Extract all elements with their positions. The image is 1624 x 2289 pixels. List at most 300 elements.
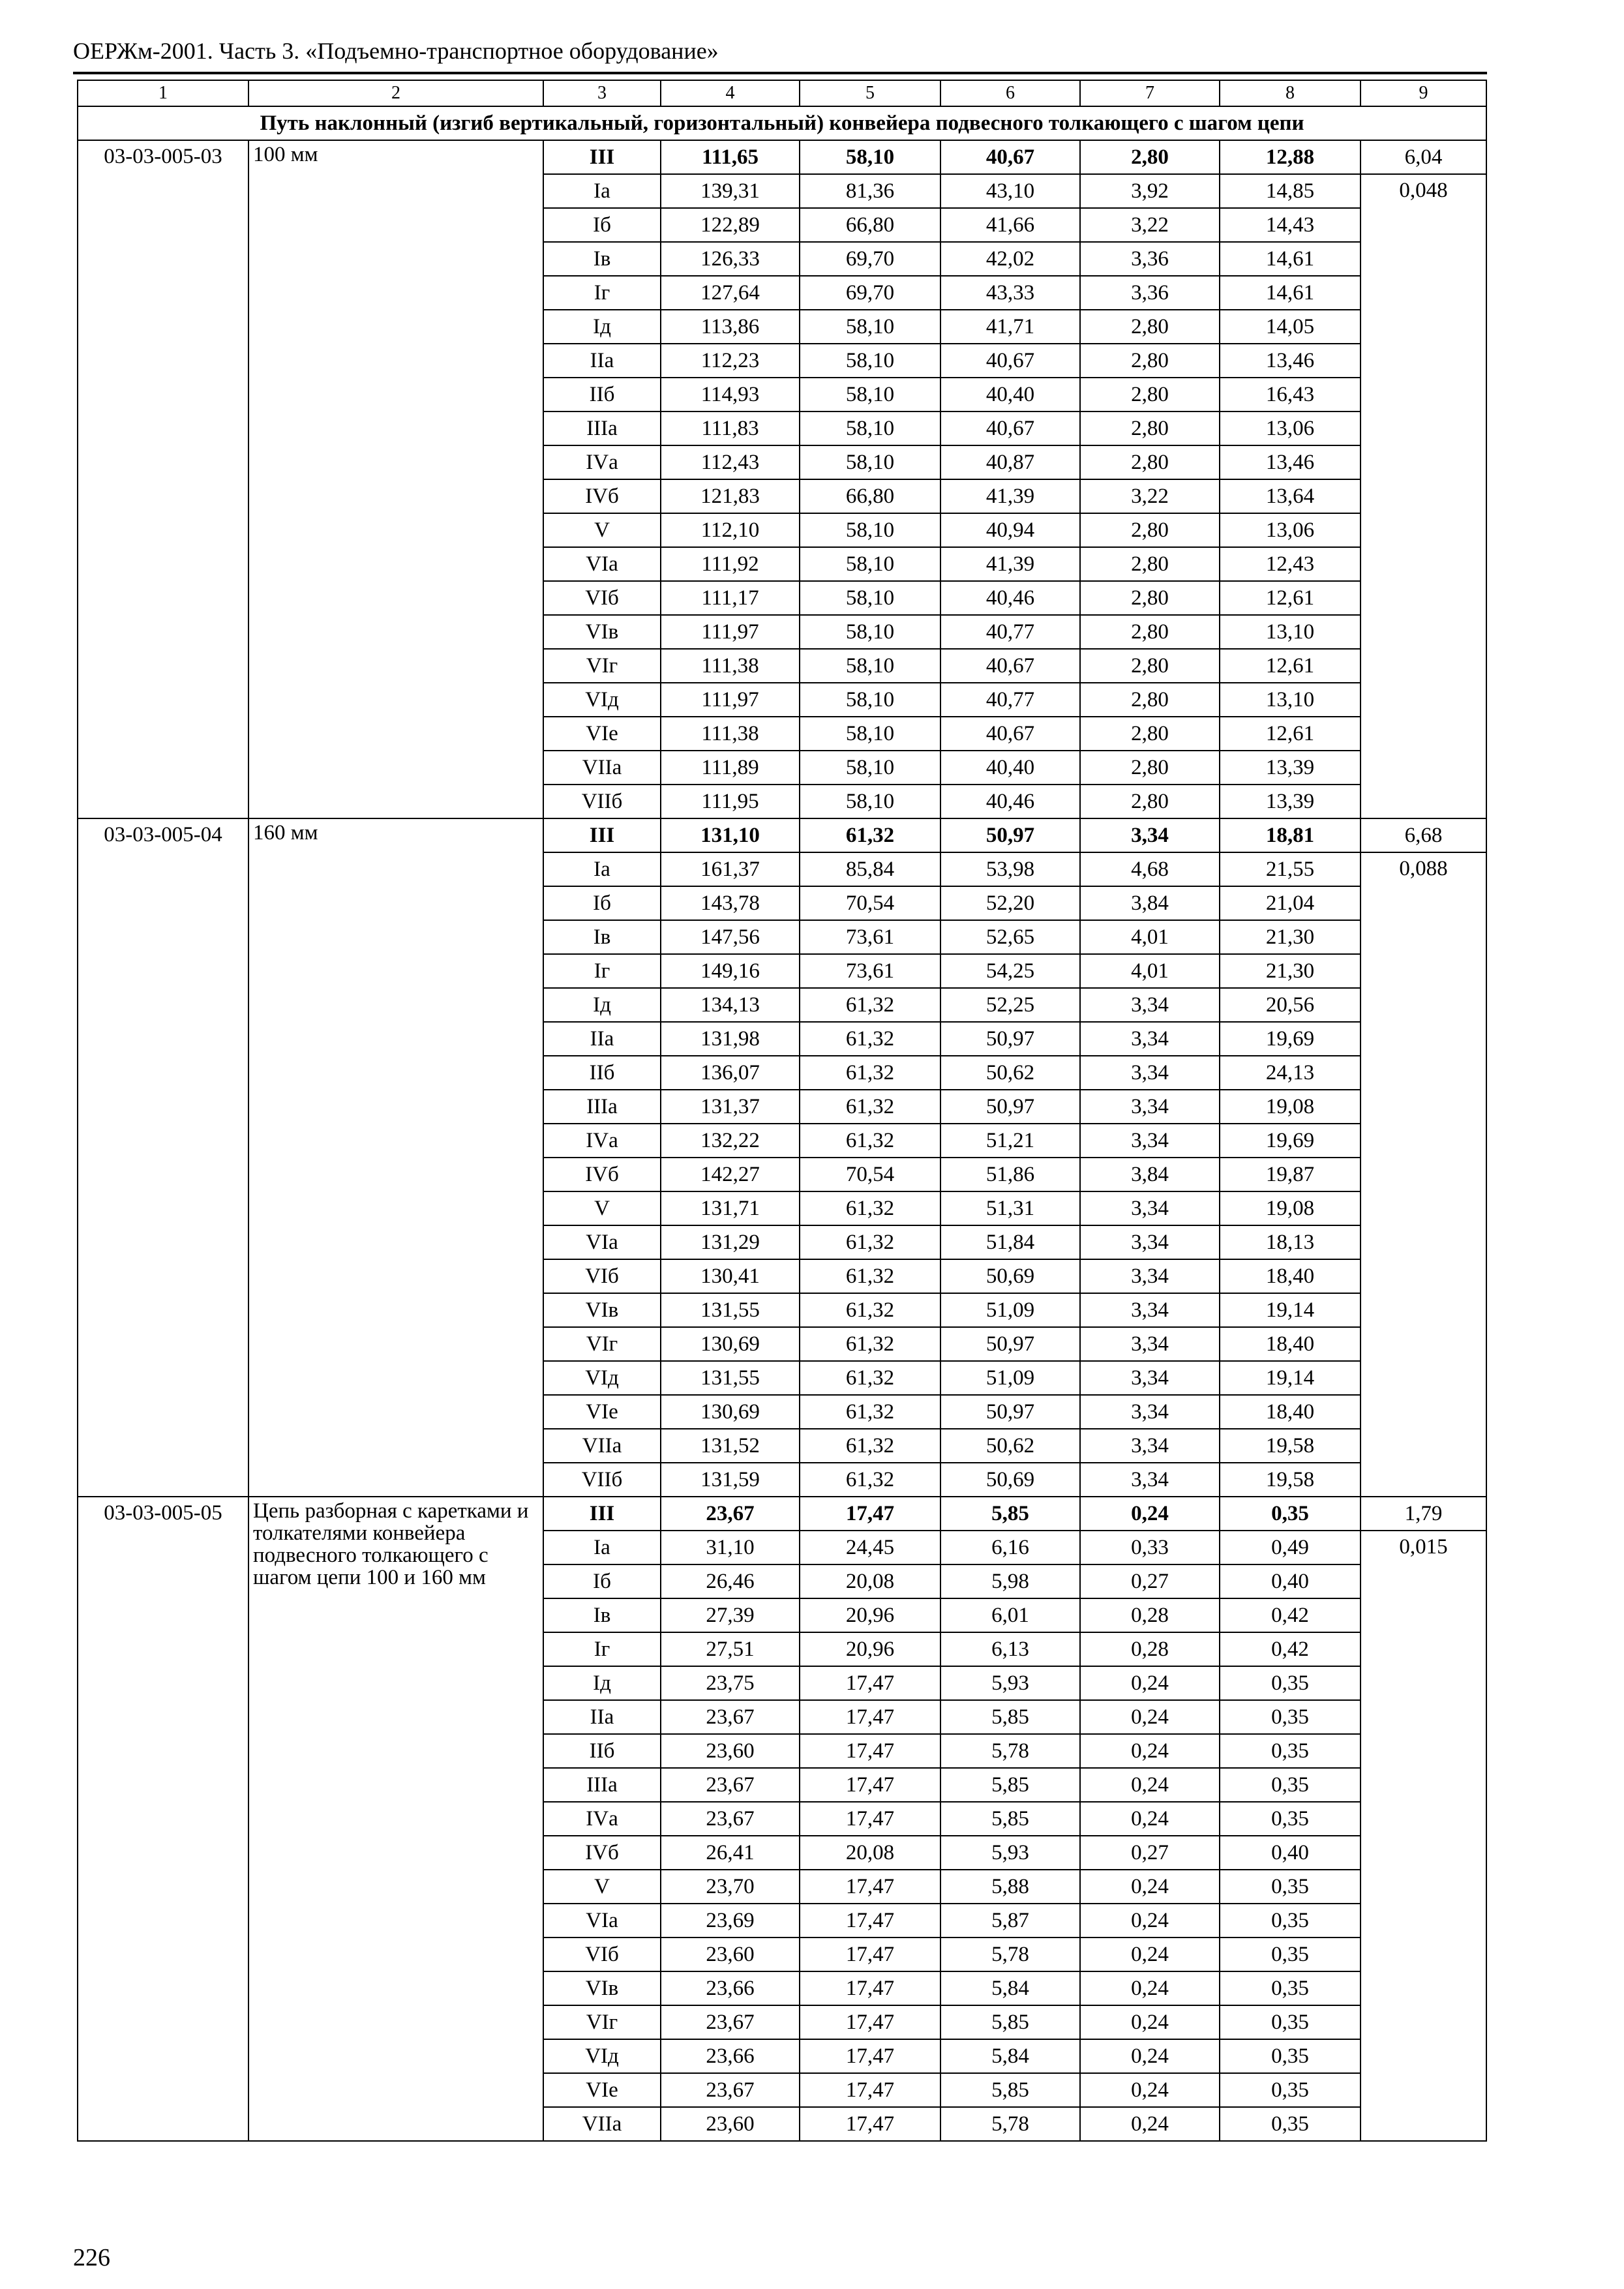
value-cell: 17,47 bbox=[800, 1666, 940, 1700]
value-cell: 58,10 bbox=[800, 140, 940, 174]
value-cell: 3,34 bbox=[1080, 988, 1220, 1022]
region-code-cell: Iб bbox=[543, 1564, 661, 1598]
value-cell: 0,24 bbox=[1080, 2005, 1220, 2039]
value-cell: 0,24 bbox=[1080, 1904, 1220, 1937]
region-code-cell: Iд bbox=[543, 310, 661, 344]
value-cell: 41,39 bbox=[940, 547, 1080, 581]
value-cell: 143,78 bbox=[661, 886, 800, 920]
value-cell: 12,88 bbox=[1220, 140, 1361, 174]
value-cell: 13,06 bbox=[1220, 411, 1361, 445]
value-cell: 5,85 bbox=[940, 2073, 1080, 2107]
value-cell: 131,55 bbox=[661, 1293, 800, 1327]
region-code-cell: Iг bbox=[543, 954, 661, 988]
value-cell: 113,86 bbox=[661, 310, 800, 344]
value-cell: 136,07 bbox=[661, 1056, 800, 1090]
region-code-cell: VIб bbox=[543, 1937, 661, 1971]
region-code-cell: VIг bbox=[543, 649, 661, 683]
region-code-cell: VIа bbox=[543, 1904, 661, 1937]
value-cell: 0,27 bbox=[1080, 1564, 1220, 1598]
value-cell: 23,60 bbox=[661, 1734, 800, 1768]
value-cell: 40,67 bbox=[940, 649, 1080, 683]
value-cell: 14,61 bbox=[1220, 242, 1361, 276]
region-code-cell: IVа bbox=[543, 1124, 661, 1158]
region-code-cell: III bbox=[543, 1497, 661, 1531]
region-code-cell: IIб bbox=[543, 1056, 661, 1090]
coefficient-cell: 1,79 bbox=[1361, 1497, 1486, 1531]
value-cell: 17,47 bbox=[800, 2107, 940, 2141]
value-cell: 149,16 bbox=[661, 954, 800, 988]
value-cell: 3,34 bbox=[1080, 818, 1220, 852]
region-code-cell: IIIа bbox=[543, 1090, 661, 1124]
value-cell: 3,36 bbox=[1080, 276, 1220, 310]
value-cell: 23,67 bbox=[661, 1497, 800, 1531]
region-code-cell: VIв bbox=[543, 1971, 661, 2005]
region-code-cell: Iа bbox=[543, 852, 661, 886]
value-cell: 0,49 bbox=[1220, 1531, 1361, 1564]
region-code-cell: IIб bbox=[543, 1734, 661, 1768]
value-cell: 3,36 bbox=[1080, 242, 1220, 276]
value-cell: 4,01 bbox=[1080, 954, 1220, 988]
value-cell: 58,10 bbox=[800, 411, 940, 445]
value-cell: 41,71 bbox=[940, 310, 1080, 344]
value-cell: 0,33 bbox=[1080, 1531, 1220, 1564]
column-number: 5 bbox=[800, 80, 940, 106]
value-cell: 23,60 bbox=[661, 1937, 800, 1971]
value-cell: 23,67 bbox=[661, 2005, 800, 2039]
value-cell: 51,31 bbox=[940, 1191, 1080, 1225]
value-cell: 61,32 bbox=[800, 1022, 940, 1056]
value-cell: 40,67 bbox=[940, 344, 1080, 378]
value-cell: 5,84 bbox=[940, 2039, 1080, 2073]
value-cell: 161,37 bbox=[661, 852, 800, 886]
value-cell: 14,05 bbox=[1220, 310, 1361, 344]
region-code-cell: VIг bbox=[543, 1327, 661, 1361]
value-cell: 50,97 bbox=[940, 818, 1080, 852]
value-cell: 21,04 bbox=[1220, 886, 1361, 920]
value-cell: 0,35 bbox=[1220, 1904, 1361, 1937]
value-cell: 131,29 bbox=[661, 1225, 800, 1259]
value-cell: 5,78 bbox=[940, 1734, 1080, 1768]
value-cell: 20,96 bbox=[800, 1598, 940, 1632]
value-cell: 13,10 bbox=[1220, 615, 1361, 649]
value-cell: 61,32 bbox=[800, 1395, 940, 1429]
value-cell: 17,47 bbox=[800, 2005, 940, 2039]
value-cell: 50,69 bbox=[940, 1259, 1080, 1293]
value-cell: 139,31 bbox=[661, 174, 800, 208]
value-cell: 58,10 bbox=[800, 378, 940, 411]
value-cell: 13,46 bbox=[1220, 344, 1361, 378]
value-cell: 18,40 bbox=[1220, 1327, 1361, 1361]
value-cell: 70,54 bbox=[800, 1158, 940, 1191]
region-code-cell: IVб bbox=[543, 479, 661, 513]
value-cell: 2,80 bbox=[1080, 344, 1220, 378]
header-rule bbox=[73, 72, 1487, 74]
region-code-cell: IIа bbox=[543, 344, 661, 378]
value-cell: 61,32 bbox=[800, 818, 940, 852]
region-code-cell: IIа bbox=[543, 1022, 661, 1056]
value-cell: 54,25 bbox=[940, 954, 1080, 988]
value-cell: 43,10 bbox=[940, 174, 1080, 208]
value-cell: 58,10 bbox=[800, 785, 940, 818]
region-code-cell: IIIа bbox=[543, 1768, 661, 1802]
value-cell: 111,89 bbox=[661, 751, 800, 785]
value-cell: 42,02 bbox=[940, 242, 1080, 276]
entry-code: 03-03-005-03 bbox=[78, 140, 248, 818]
value-cell: 58,10 bbox=[800, 513, 940, 547]
value-cell: 0,35 bbox=[1220, 1802, 1361, 1836]
value-cell: 69,70 bbox=[800, 276, 940, 310]
value-cell: 26,41 bbox=[661, 1836, 800, 1870]
value-cell: 58,10 bbox=[800, 581, 940, 615]
value-cell: 12,43 bbox=[1220, 547, 1361, 581]
value-cell: 12,61 bbox=[1220, 717, 1361, 751]
region-code-cell: Iа bbox=[543, 1531, 661, 1564]
value-cell: 61,32 bbox=[800, 1327, 940, 1361]
value-cell: 52,20 bbox=[940, 886, 1080, 920]
value-cell: 111,65 bbox=[661, 140, 800, 174]
value-cell: 2,80 bbox=[1080, 785, 1220, 818]
value-cell: 5,85 bbox=[940, 1497, 1080, 1531]
region-code-cell: VIб bbox=[543, 581, 661, 615]
value-cell: 52,25 bbox=[940, 988, 1080, 1022]
value-cell: 61,32 bbox=[800, 1361, 940, 1395]
value-cell: 14,85 bbox=[1220, 174, 1361, 208]
value-cell: 3,34 bbox=[1080, 1395, 1220, 1429]
value-cell: 66,80 bbox=[800, 479, 940, 513]
value-cell: 58,10 bbox=[800, 751, 940, 785]
value-cell: 20,08 bbox=[800, 1836, 940, 1870]
value-cell: 4,01 bbox=[1080, 920, 1220, 954]
value-cell: 61,32 bbox=[800, 1090, 940, 1124]
value-cell: 6,01 bbox=[940, 1598, 1080, 1632]
value-cell: 17,47 bbox=[800, 1497, 940, 1531]
value-cell: 3,22 bbox=[1080, 479, 1220, 513]
region-code-cell: IVа bbox=[543, 1802, 661, 1836]
value-cell: 58,10 bbox=[800, 615, 940, 649]
column-number: 9 bbox=[1361, 80, 1486, 106]
value-cell: 130,69 bbox=[661, 1327, 800, 1361]
region-code-cell: VIд bbox=[543, 2039, 661, 2073]
value-cell: 0,24 bbox=[1080, 1666, 1220, 1700]
value-cell: 61,32 bbox=[800, 1463, 940, 1497]
region-code-cell: Iг bbox=[543, 276, 661, 310]
value-cell: 23,70 bbox=[661, 1870, 800, 1904]
value-cell: 58,10 bbox=[800, 310, 940, 344]
entry-name: Цепь разборная с каретками и толкателями конвейера подвесного толкающего с шагом цепи 100 и 160 мм bbox=[248, 1497, 543, 2141]
value-cell: 23,67 bbox=[661, 1768, 800, 1802]
value-cell: 21,55 bbox=[1220, 852, 1361, 886]
value-cell: 111,38 bbox=[661, 717, 800, 751]
value-cell: 5,98 bbox=[940, 1564, 1080, 1598]
value-cell: 50,62 bbox=[940, 1056, 1080, 1090]
value-cell: 69,70 bbox=[800, 242, 940, 276]
value-cell: 131,98 bbox=[661, 1022, 800, 1056]
value-cell: 13,10 bbox=[1220, 683, 1361, 717]
region-code-cell: Iв bbox=[543, 1598, 661, 1632]
value-cell: 58,10 bbox=[800, 649, 940, 683]
column-number: 2 bbox=[248, 80, 543, 106]
value-cell: 19,58 bbox=[1220, 1463, 1361, 1497]
value-cell: 5,78 bbox=[940, 2107, 1080, 2141]
value-cell: 50,97 bbox=[940, 1327, 1080, 1361]
value-cell: 131,59 bbox=[661, 1463, 800, 1497]
value-cell: 66,80 bbox=[800, 208, 940, 242]
value-cell: 126,33 bbox=[661, 242, 800, 276]
value-cell: 50,62 bbox=[940, 1429, 1080, 1463]
value-cell: 5,87 bbox=[940, 1904, 1080, 1937]
value-cell: 23,67 bbox=[661, 1700, 800, 1734]
region-code-cell: VIе bbox=[543, 717, 661, 751]
region-code-cell: VIб bbox=[543, 1259, 661, 1293]
column-number: 4 bbox=[661, 80, 800, 106]
value-cell: 40,87 bbox=[940, 445, 1080, 479]
value-cell: 0,24 bbox=[1080, 1768, 1220, 1802]
value-cell: 81,36 bbox=[800, 174, 940, 208]
value-cell: 0,35 bbox=[1220, 1497, 1361, 1531]
value-cell: 17,47 bbox=[800, 1937, 940, 1971]
value-cell: 0,24 bbox=[1080, 2073, 1220, 2107]
value-cell: 40,40 bbox=[940, 378, 1080, 411]
value-cell: 2,80 bbox=[1080, 378, 1220, 411]
value-cell: 17,47 bbox=[800, 1768, 940, 1802]
region-code-cell: VIIа bbox=[543, 751, 661, 785]
value-cell: 2,80 bbox=[1080, 615, 1220, 649]
value-cell: 23,67 bbox=[661, 1802, 800, 1836]
table-row bbox=[78, 818, 1486, 852]
value-cell: 52,65 bbox=[940, 920, 1080, 954]
value-cell: 2,80 bbox=[1080, 683, 1220, 717]
coefficient-cell: 0,015 bbox=[1361, 1531, 1486, 2141]
value-cell: 23,75 bbox=[661, 1666, 800, 1700]
value-cell: 0,35 bbox=[1220, 2039, 1361, 2073]
value-cell: 27,51 bbox=[661, 1632, 800, 1666]
value-cell: 58,10 bbox=[800, 717, 940, 751]
region-code-cell: Iб bbox=[543, 208, 661, 242]
value-cell: 20,08 bbox=[800, 1564, 940, 1598]
value-cell: 4,68 bbox=[1080, 852, 1220, 886]
value-cell: 61,32 bbox=[800, 1191, 940, 1225]
value-cell: 17,47 bbox=[800, 1904, 940, 1937]
value-cell: 134,13 bbox=[661, 988, 800, 1022]
table-row bbox=[78, 140, 1486, 174]
value-cell: 0,28 bbox=[1080, 1632, 1220, 1666]
table-row bbox=[78, 1497, 1486, 1531]
value-cell: 20,96 bbox=[800, 1632, 940, 1666]
value-cell: 23,67 bbox=[661, 2073, 800, 2107]
entry-code: 03-03-005-04 bbox=[78, 818, 248, 1497]
value-cell: 0,42 bbox=[1220, 1632, 1361, 1666]
value-cell: 0,24 bbox=[1080, 1802, 1220, 1836]
value-cell: 19,14 bbox=[1220, 1361, 1361, 1395]
value-cell: 18,13 bbox=[1220, 1225, 1361, 1259]
value-cell: 17,47 bbox=[800, 2073, 940, 2107]
value-cell: 0,40 bbox=[1220, 1564, 1361, 1598]
value-cell: 3,34 bbox=[1080, 1056, 1220, 1090]
value-cell: 19,69 bbox=[1220, 1022, 1361, 1056]
value-cell: 3,34 bbox=[1080, 1225, 1220, 1259]
value-cell: 5,84 bbox=[940, 1971, 1080, 2005]
value-cell: 14,61 bbox=[1220, 276, 1361, 310]
value-cell: 111,83 bbox=[661, 411, 800, 445]
value-cell: 50,97 bbox=[940, 1022, 1080, 1056]
value-cell: 19,87 bbox=[1220, 1158, 1361, 1191]
column-number: 1 bbox=[78, 80, 248, 106]
value-cell: 51,09 bbox=[940, 1293, 1080, 1327]
value-cell: 85,84 bbox=[800, 852, 940, 886]
value-cell: 40,67 bbox=[940, 140, 1080, 174]
entry-name: 160 мм bbox=[248, 818, 543, 1497]
value-cell: 0,35 bbox=[1220, 1937, 1361, 1971]
value-cell: 2,80 bbox=[1080, 513, 1220, 547]
region-code-cell: VIIа bbox=[543, 2107, 661, 2141]
value-cell: 112,43 bbox=[661, 445, 800, 479]
value-cell: 40,94 bbox=[940, 513, 1080, 547]
value-cell: 3,34 bbox=[1080, 1191, 1220, 1225]
region-code-cell: VIIб bbox=[543, 1463, 661, 1497]
column-number: 3 bbox=[543, 80, 661, 106]
value-cell: 0,28 bbox=[1080, 1598, 1220, 1632]
value-cell: 0,35 bbox=[1220, 1768, 1361, 1802]
value-cell: 2,80 bbox=[1080, 411, 1220, 445]
value-cell: 3,84 bbox=[1080, 886, 1220, 920]
value-cell: 0,35 bbox=[1220, 1666, 1361, 1700]
value-cell: 111,95 bbox=[661, 785, 800, 818]
value-cell: 0,24 bbox=[1080, 2039, 1220, 2073]
value-cell: 6,13 bbox=[940, 1632, 1080, 1666]
value-cell: 14,43 bbox=[1220, 208, 1361, 242]
value-cell: 58,10 bbox=[800, 547, 940, 581]
value-cell: 121,83 bbox=[661, 479, 800, 513]
value-cell: 3,34 bbox=[1080, 1429, 1220, 1463]
value-cell: 70,54 bbox=[800, 886, 940, 920]
value-cell: 40,46 bbox=[940, 785, 1080, 818]
value-cell: 0,35 bbox=[1220, 1700, 1361, 1734]
value-cell: 23,60 bbox=[661, 2107, 800, 2141]
column-number: 7 bbox=[1080, 80, 1220, 106]
value-cell: 50,69 bbox=[940, 1463, 1080, 1497]
coefficient-cell: 6,04 bbox=[1361, 140, 1486, 174]
value-cell: 3,34 bbox=[1080, 1022, 1220, 1056]
value-cell: 40,77 bbox=[940, 683, 1080, 717]
value-cell: 23,69 bbox=[661, 1904, 800, 1937]
value-cell: 3,34 bbox=[1080, 1361, 1220, 1395]
value-cell: 17,47 bbox=[800, 1870, 940, 1904]
value-cell: 5,78 bbox=[940, 1937, 1080, 1971]
region-code-cell: IVа bbox=[543, 445, 661, 479]
value-cell: 61,32 bbox=[800, 1429, 940, 1463]
value-cell: 17,47 bbox=[800, 1802, 940, 1836]
value-cell: 5,85 bbox=[940, 2005, 1080, 2039]
region-code-cell: VIIб bbox=[543, 785, 661, 818]
value-cell: 17,47 bbox=[800, 2039, 940, 2073]
value-cell: 0,24 bbox=[1080, 1497, 1220, 1531]
value-cell: 0,35 bbox=[1220, 1971, 1361, 2005]
value-cell: 13,39 bbox=[1220, 751, 1361, 785]
value-cell: 73,61 bbox=[800, 954, 940, 988]
region-code-cell: IIа bbox=[543, 1700, 661, 1734]
value-cell: 114,93 bbox=[661, 378, 800, 411]
value-cell: 0,27 bbox=[1080, 1836, 1220, 1870]
value-cell: 17,47 bbox=[800, 1734, 940, 1768]
value-cell: 3,34 bbox=[1080, 1124, 1220, 1158]
value-cell: 19,08 bbox=[1220, 1090, 1361, 1124]
section-title: Путь наклонный (изгиб вертикальный, горизонтальный) конвейера подвесного толкающего с шагом цепи bbox=[78, 106, 1486, 140]
value-cell: 5,93 bbox=[940, 1666, 1080, 1700]
value-cell: 3,84 bbox=[1080, 1158, 1220, 1191]
region-code-cell: Iд bbox=[543, 1666, 661, 1700]
region-code-cell: VIг bbox=[543, 2005, 661, 2039]
region-code-cell: IIIа bbox=[543, 411, 661, 445]
region-code-cell: VIв bbox=[543, 1293, 661, 1327]
value-cell: 50,97 bbox=[940, 1395, 1080, 1429]
value-cell: 0,24 bbox=[1080, 1700, 1220, 1734]
price-table bbox=[77, 80, 1487, 2142]
value-cell: 41,39 bbox=[940, 479, 1080, 513]
value-cell: 13,46 bbox=[1220, 445, 1361, 479]
coefficient-cell: 0,048 bbox=[1361, 174, 1486, 818]
value-cell: 40,67 bbox=[940, 411, 1080, 445]
region-code-cell: Iб bbox=[543, 886, 661, 920]
value-cell: 0,24 bbox=[1080, 2107, 1220, 2141]
region-code-cell: Iд bbox=[543, 988, 661, 1022]
page-header: ОЕРЖм-2001. Часть 3. «Подъемно-транспортное оборудование» bbox=[73, 38, 719, 64]
value-cell: 3,22 bbox=[1080, 208, 1220, 242]
value-cell: 13,06 bbox=[1220, 513, 1361, 547]
region-code-cell: III bbox=[543, 140, 661, 174]
value-cell: 12,61 bbox=[1220, 649, 1361, 683]
coefficient-cell: 6,68 bbox=[1361, 818, 1486, 852]
value-cell: 58,10 bbox=[800, 445, 940, 479]
region-code-cell: VIIа bbox=[543, 1429, 661, 1463]
value-cell: 18,40 bbox=[1220, 1259, 1361, 1293]
value-cell: 40,46 bbox=[940, 581, 1080, 615]
region-code-cell: IIб bbox=[543, 378, 661, 411]
region-code-cell: Iг bbox=[543, 1632, 661, 1666]
region-code-cell: IVб bbox=[543, 1836, 661, 1870]
value-cell: 122,89 bbox=[661, 208, 800, 242]
entry-name: 100 мм bbox=[248, 140, 543, 818]
value-cell: 0,24 bbox=[1080, 1937, 1220, 1971]
value-cell: 20,56 bbox=[1220, 988, 1361, 1022]
value-cell: 0,24 bbox=[1080, 1870, 1220, 1904]
column-number: 6 bbox=[940, 80, 1080, 106]
value-cell: 127,64 bbox=[661, 276, 800, 310]
value-cell: 0,35 bbox=[1220, 1734, 1361, 1768]
value-cell: 2,80 bbox=[1080, 581, 1220, 615]
value-cell: 3,92 bbox=[1080, 174, 1220, 208]
value-cell: 111,17 bbox=[661, 581, 800, 615]
value-cell: 61,32 bbox=[800, 1225, 940, 1259]
value-cell: 111,97 bbox=[661, 683, 800, 717]
region-code-cell: V bbox=[543, 513, 661, 547]
column-number: 8 bbox=[1220, 80, 1361, 106]
value-cell: 21,30 bbox=[1220, 920, 1361, 954]
value-cell: 2,80 bbox=[1080, 751, 1220, 785]
value-cell: 5,85 bbox=[940, 1700, 1080, 1734]
region-code-cell: VIд bbox=[543, 1361, 661, 1395]
value-cell: 19,08 bbox=[1220, 1191, 1361, 1225]
page-number: 226 bbox=[73, 2244, 110, 2271]
value-cell: 111,97 bbox=[661, 615, 800, 649]
value-cell: 61,32 bbox=[800, 988, 940, 1022]
value-cell: 23,66 bbox=[661, 1971, 800, 2005]
value-cell: 40,40 bbox=[940, 751, 1080, 785]
entry-code: 03-03-005-05 bbox=[78, 1497, 248, 2141]
region-code-cell: VIа bbox=[543, 547, 661, 581]
value-cell: 51,09 bbox=[940, 1361, 1080, 1395]
value-cell: 131,52 bbox=[661, 1429, 800, 1463]
value-cell: 131,37 bbox=[661, 1090, 800, 1124]
